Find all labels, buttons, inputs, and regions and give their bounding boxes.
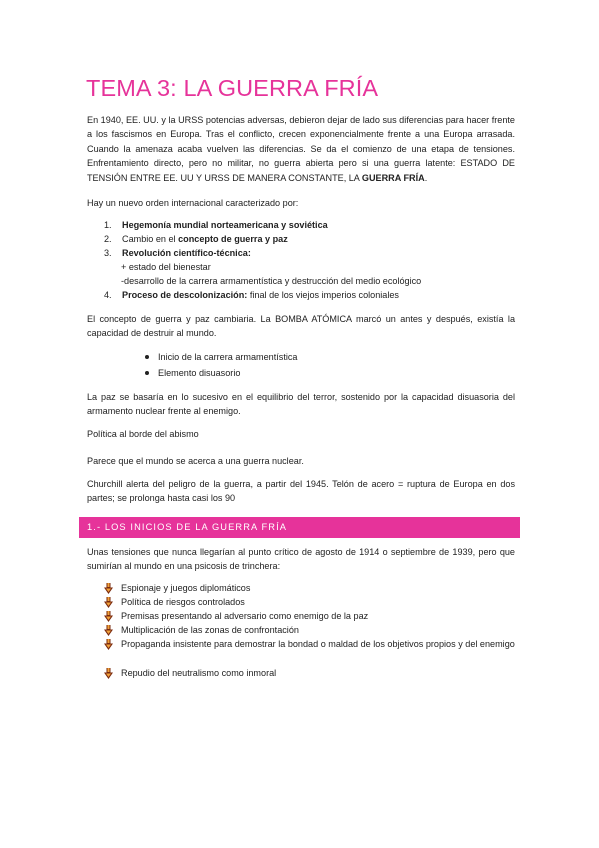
- page-title: TEMA 3: LA GUERRA FRÍA: [86, 75, 379, 101]
- round-bullet-icon: [145, 355, 149, 359]
- down-arrow-bullet-icon: [104, 625, 113, 636]
- peace-text: La paz se basaría en lo sucesivo en el equilibrio del terror, sostenido por la capacidad disuasoria del armamento nuclear frente al enemigo.: [87, 392, 515, 417]
- section-header-bar: [79, 517, 520, 538]
- intro-bold: GUERRA FRÍA: [361, 172, 425, 183]
- section-title: 1.- LOS INICIOS DE LA GUERRA FRÍA: [87, 522, 288, 532]
- bullet-text: Elemento disuasorio: [158, 368, 241, 378]
- list-item-text: Cambio en el: [122, 234, 179, 244]
- list-number: 2.: [104, 234, 112, 244]
- arrow-item-text: Multiplicación de las zonas de confrontación: [121, 625, 299, 635]
- list-item-bold: Revolución científico-técnica:: [122, 248, 251, 258]
- list-number: 1.: [104, 220, 112, 230]
- churchill-paragraph: [87, 477, 515, 506]
- section-intro-paragraph: [87, 545, 515, 574]
- peace-paragraph: [87, 390, 515, 419]
- arrow-item-text: Repudio del neutralismo como inmoral: [121, 668, 277, 678]
- list-item-bold: concepto de guerra y paz: [178, 234, 288, 244]
- bullet-text: Inicio de la carrera armamentística: [158, 352, 298, 362]
- intro-end: .: [424, 172, 428, 183]
- down-arrow-bullet-icon: [104, 597, 113, 608]
- round-bullet-icon: [145, 371, 149, 375]
- sub-item: -desarrollo de la carrera armamentística y destrucción del medio ecológico: [121, 276, 422, 286]
- list-number: 3.: [104, 248, 112, 258]
- arrow-item-text: Premisas presentando al adversario como enemigo de la paz: [121, 611, 369, 621]
- down-arrow-bullet-icon: [104, 639, 113, 650]
- arrow-item-text: Propaganda insistente para demostrar la bondad o maldad de los objetivos propios y del enemigo: [121, 639, 515, 649]
- war-concept-text: El concepto de guerra y paz cambiaria. La BOMBA ATÓMICA marcó un antes y después, existía la capacidad de destruir al mundo.: [87, 314, 515, 339]
- down-arrow-bullet-icon: [104, 668, 113, 679]
- list-item-text: final de los viejos imperios coloniales: [247, 290, 399, 300]
- arrow-item-text: Política de riesgos controlados: [121, 597, 245, 607]
- war-concept-paragraph: [87, 312, 515, 341]
- down-arrow-bullet-icon: [104, 611, 113, 622]
- down-arrow-bullet-icon: [104, 583, 113, 594]
- churchill-text: Churchill alerta del peligro de la guerra, a partir del 1945. Telón de acero = ruptura de Europa en dos partes; se prolonga hasta casi los 90: [87, 479, 515, 504]
- section-intro-text: Unas tensiones que nunca llegarían al punto crítico de agosto de 1914 o septiembre de 1939, pero que sumirían al mundo en una psicosis de trinchera:: [87, 547, 515, 572]
- nuclear-paragraph: Parece que el mundo se acerca a una guerra nuclear.: [87, 456, 304, 466]
- list-item-bold: Proceso de descolonización:: [122, 290, 248, 300]
- new-order-intro: Hay un nuevo orden internacional caracterizado por:: [87, 198, 299, 208]
- sub-item: + estado del bienestar: [121, 262, 211, 272]
- intro-text: En 1940, EE. UU. y la URSS potencias adversas, debieron dejar de lado sus diferencias para hacer frente a los fascismos en Europa. Tras el conflicto, crecen exponencialmente frente a una Europa arrasada. Cuando la amenaza acaba vuelven las diferencias. Se da el comienzo de una etapa de tensiones. Enfrentamiento directo, pero no militar, no guerra abierta pero si una guerra latente: ESTADO DE TENSIÓN ENTRE EE. UU Y URSS DE MANERA CONSTANTE, LA: [87, 115, 515, 183]
- brink-paragraph: Política al borde del abismo: [87, 429, 199, 439]
- arrow-item-text: Espionaje y juegos diplomáticos: [121, 583, 251, 593]
- intro-paragraph: [87, 113, 515, 185]
- list-number: 4.: [104, 290, 112, 300]
- list-item-bold: Hegemonía mundial norteamericana y soviética: [122, 220, 328, 230]
